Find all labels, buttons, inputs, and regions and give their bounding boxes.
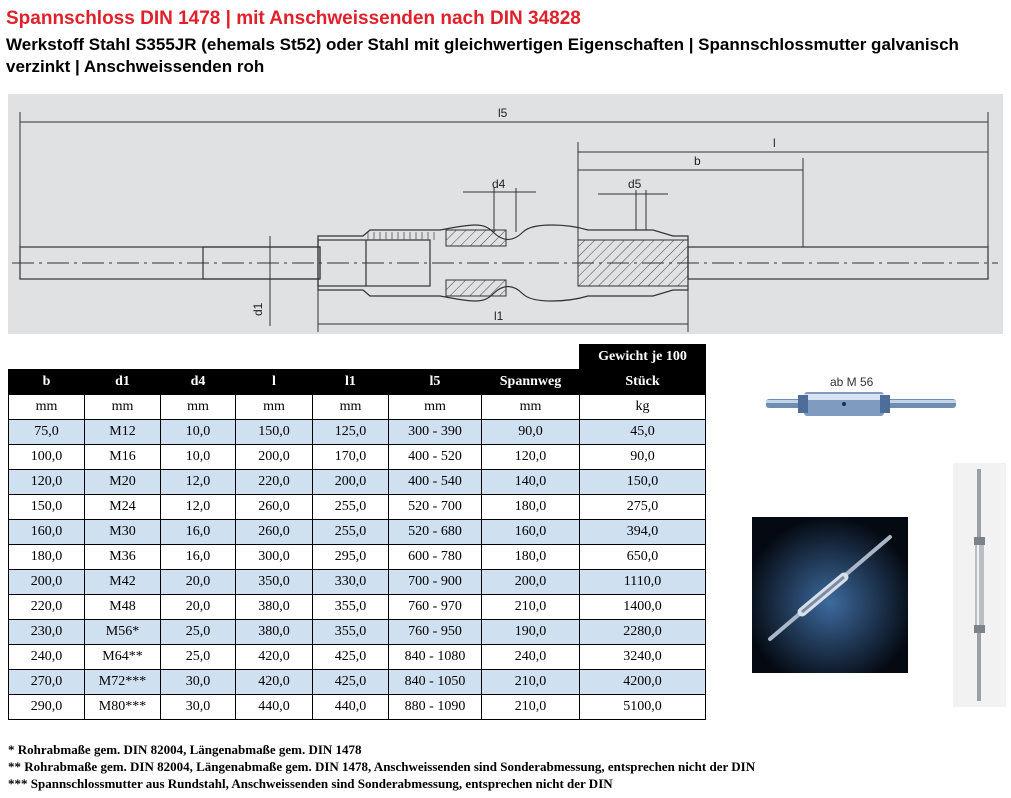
hatched-section-left [446, 230, 506, 246]
column-header: b [9, 370, 85, 395]
table-cell: 75,0 [9, 420, 85, 445]
table-row [9, 420, 706, 445]
table-body [9, 395, 706, 720]
table-cell: 520 - 680 [389, 520, 482, 545]
table-cell: 520 - 700 [389, 495, 482, 520]
label-l: l [773, 136, 776, 150]
table-header-row [9, 370, 706, 395]
table-cell: 200,0 [236, 445, 313, 470]
table-cell: 840 - 1050 [389, 670, 482, 695]
table-cell: 255,0 [313, 495, 389, 520]
table-cell: 380,0 [236, 620, 313, 645]
table-cell: 90,0 [580, 445, 706, 470]
table-row [9, 570, 706, 595]
table-cell: 880 - 1090 [389, 695, 482, 720]
table-cell: 200,0 [313, 470, 389, 495]
table-cell: 120,0 [9, 470, 85, 495]
table-cell: 4200,0 [580, 670, 706, 695]
column-header: l [236, 370, 313, 395]
footnotes [8, 741, 755, 792]
label-d4: d4 [492, 177, 506, 191]
table-cell: 400 - 520 [389, 445, 482, 470]
table-cell: 10,0 [161, 445, 236, 470]
table-cell: 30,0 [161, 695, 236, 720]
unit-cell: mm [236, 395, 313, 420]
table-cell: 425,0 [313, 645, 389, 670]
column-header: Stück [580, 370, 706, 395]
column-header: Spannweg [482, 370, 580, 395]
page-subtitle: Werkstoff Stahl S355JR (ehemals St52) oder Stahl mit gleichwertigen Eigenschaften | Spannschlossmutter galvanisch verzinkt | Anschweissenden roh [6, 35, 959, 76]
footnote-2: ** Rohrabmaße gem. DIN 82004, Längenabmaße gem. DIN 1478, Anschweissenden sind Sonderabmessung, entsprechen nicht der DIN [8, 759, 756, 774]
table-cell: 355,0 [313, 620, 389, 645]
table-cell: 440,0 [313, 695, 389, 720]
table-cell: 650,0 [580, 545, 706, 570]
table-cell: 210,0 [482, 695, 580, 720]
table-cell: 3240,0 [580, 645, 706, 670]
table-cell: M64** [85, 645, 161, 670]
table-cell: 2280,0 [580, 620, 706, 645]
label-d5: d5 [628, 177, 642, 191]
table-cell: 255,0 [313, 520, 389, 545]
unit-cell: mm [9, 395, 85, 420]
table-cell: 840 - 1080 [389, 645, 482, 670]
label-d1: d1 [251, 302, 265, 316]
group-header-weight: Gewicht je 100 [580, 345, 706, 370]
table-cell: 12,0 [161, 495, 236, 520]
table-cell: 120,0 [482, 445, 580, 470]
table-cell: M72*** [85, 670, 161, 695]
table-row [9, 595, 706, 620]
table-cell: M48 [85, 595, 161, 620]
table-cell: 160,0 [9, 520, 85, 545]
table-cell: 180,0 [9, 545, 85, 570]
table-cell: 420,0 [236, 645, 313, 670]
table-cell: 275,0 [580, 495, 706, 520]
table-cell: 5100,0 [580, 695, 706, 720]
table-cell: 12,0 [161, 470, 236, 495]
table-row [9, 470, 706, 495]
label-l1: l1 [494, 309, 504, 323]
table-cell: 355,0 [313, 595, 389, 620]
table-cell: M36 [85, 545, 161, 570]
table-row [9, 445, 706, 470]
unit-cell: mm [161, 395, 236, 420]
table-cell: 150,0 [9, 495, 85, 520]
table-cell: M56* [85, 620, 161, 645]
footnote-1: * Rohrabmaße gem. DIN 82004, Längenabmaße gem. DIN 1478 [8, 742, 362, 757]
table-cell: 200,0 [482, 570, 580, 595]
table-cell: 180,0 [482, 495, 580, 520]
page-title: Spannschloss DIN 1478 | mit Anschweissenden nach DIN 34828 [6, 8, 581, 29]
table-cell: M42 [85, 570, 161, 595]
table-cell: 300,0 [236, 545, 313, 570]
table-row [9, 520, 706, 545]
units-row [9, 395, 706, 420]
table-cell: 440,0 [236, 695, 313, 720]
table-cell: 220,0 [236, 470, 313, 495]
turnbuckle-photo-small [764, 370, 960, 426]
table-cell: 260,0 [236, 495, 313, 520]
table-cell: M24 [85, 495, 161, 520]
column-header: l5 [389, 370, 482, 395]
table-cell: 150,0 [580, 470, 706, 495]
table-cell: 180,0 [482, 545, 580, 570]
table-cell: 170,0 [313, 445, 389, 470]
table-cell: 1110,0 [580, 570, 706, 595]
hatched-section-bottom [446, 280, 506, 296]
table-row [9, 695, 706, 720]
table-cell: 210,0 [482, 595, 580, 620]
table-cell: 760 - 950 [389, 620, 482, 645]
table-cell: 425,0 [313, 670, 389, 695]
table-cell: M30 [85, 520, 161, 545]
photo-caption: ab M 56 [830, 375, 874, 389]
table-cell: 20,0 [161, 595, 236, 620]
table-cell: 90,0 [482, 420, 580, 445]
table-cell: 160,0 [482, 520, 580, 545]
table-cell: 400 - 540 [389, 470, 482, 495]
table-cell: 125,0 [313, 420, 389, 445]
table-cell: 260,0 [236, 520, 313, 545]
column-header: d4 [161, 370, 236, 395]
unit-cell: mm [389, 395, 482, 420]
table-cell: 200,0 [9, 570, 85, 595]
table-cell: 270,0 [9, 670, 85, 695]
table-cell: 25,0 [161, 645, 236, 670]
dimension-lines [20, 112, 988, 332]
table-cell: M80*** [85, 695, 161, 720]
table-cell: M12 [85, 420, 161, 445]
table-cell: 240,0 [482, 645, 580, 670]
table-cell: 190,0 [482, 620, 580, 645]
table-row [9, 545, 706, 570]
table-cell: 700 - 900 [389, 570, 482, 595]
table-cell: 1400,0 [580, 595, 706, 620]
table-cell: 330,0 [313, 570, 389, 595]
table-cell: 210,0 [482, 670, 580, 695]
table-cell: 25,0 [161, 620, 236, 645]
unit-cell: mm [482, 395, 580, 420]
table-row [9, 645, 706, 670]
column-header: l1 [313, 370, 389, 395]
column-header: d1 [85, 370, 161, 395]
footnote-3: *** Spannschlossmutter aus Rundstahl, Anschweissenden sind Sonderabmessung, entsprechen nicht der DIN [8, 776, 613, 791]
table-cell: 350,0 [236, 570, 313, 595]
table-cell: 220,0 [9, 595, 85, 620]
table-row [9, 670, 706, 695]
table-cell: 380,0 [236, 595, 313, 620]
turnbuckle-photo-dark [752, 517, 908, 673]
table-row [9, 620, 706, 645]
table-row [9, 495, 706, 520]
spec-table [8, 344, 706, 720]
label-b: b [694, 154, 701, 168]
table-cell: 290,0 [9, 695, 85, 720]
unit-cell: mm [313, 395, 389, 420]
label-l5: l5 [498, 106, 508, 120]
unit-cell: mm [85, 395, 161, 420]
table-cell: 30,0 [161, 670, 236, 695]
table-cell: 140,0 [482, 470, 580, 495]
table-cell: M16 [85, 445, 161, 470]
technical-drawing [8, 94, 1003, 334]
table-cell: 300 - 390 [389, 420, 482, 445]
table-cell: 295,0 [313, 545, 389, 570]
table-cell: 16,0 [161, 520, 236, 545]
table-cell: M20 [85, 470, 161, 495]
turnbuckle-photo-vertical [953, 463, 1006, 707]
thread-marks [368, 232, 434, 240]
table-cell: 45,0 [580, 420, 706, 445]
table-cell: 100,0 [9, 445, 85, 470]
table-cell: 10,0 [161, 420, 236, 445]
table-cell: 150,0 [236, 420, 313, 445]
table-cell: 394,0 [580, 520, 706, 545]
table-cell: 230,0 [9, 620, 85, 645]
table-cell: 20,0 [161, 570, 236, 595]
table-cell: 420,0 [236, 670, 313, 695]
table-cell: 760 - 970 [389, 595, 482, 620]
table-cell: 16,0 [161, 545, 236, 570]
table-cell: 600 - 780 [389, 545, 482, 570]
table-cell: 240,0 [9, 645, 85, 670]
unit-cell: kg [580, 395, 706, 420]
